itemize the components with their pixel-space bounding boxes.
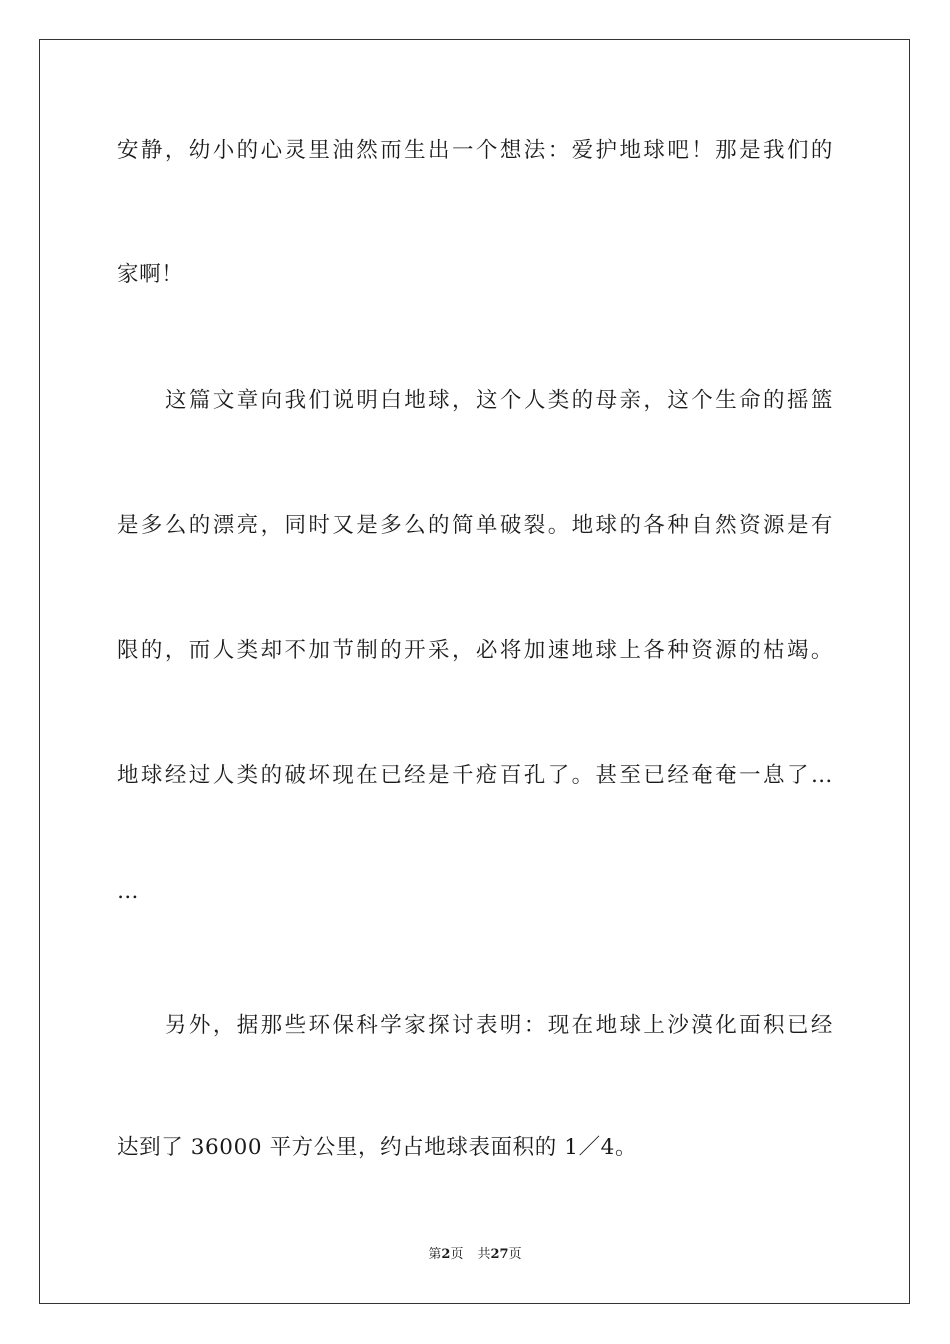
page-number: 2 [441,1247,451,1262]
paragraph-line: … [117,879,140,904]
page-suffix: 页 [450,1247,464,1262]
paragraph-line: 安静，幼小的心灵里油然而生出一个想法：爱护地球吧！那是我们的 [117,138,833,163]
page-border [39,39,910,1304]
page-footer [0,1246,950,1264]
paragraph-line: 另外，据那些环保科学家探讨表明：现在地球上沙漠化面积已经 [165,1013,833,1038]
paragraph-line: 是多么的漂亮，同时又是多么的简单破裂。地球的各种自然资源是有 [117,513,833,538]
paragraph-line: 地球经过人类的破坏现在已经是千疮百孔了。甚至已经奄奄一息了… [117,763,833,788]
paragraph-line: 达到了 36000 平方公里，约占地球表面积的 1／4。 [117,1135,638,1160]
total-prefix: 共 [477,1247,491,1262]
paragraph-line: 这篇文章向我们说明白地球，这个人类的母亲，这个生命的摇篮 [165,388,833,413]
total-suffix: 页 [508,1247,522,1262]
page-prefix: 第 [428,1247,442,1262]
paragraph-line: 家啊！ [117,262,184,287]
paragraph-line: 限的，而人类却不加节制的开采，必将加速地球上各种资源的枯竭。 [117,638,833,663]
page-total: 27 [490,1247,509,1262]
